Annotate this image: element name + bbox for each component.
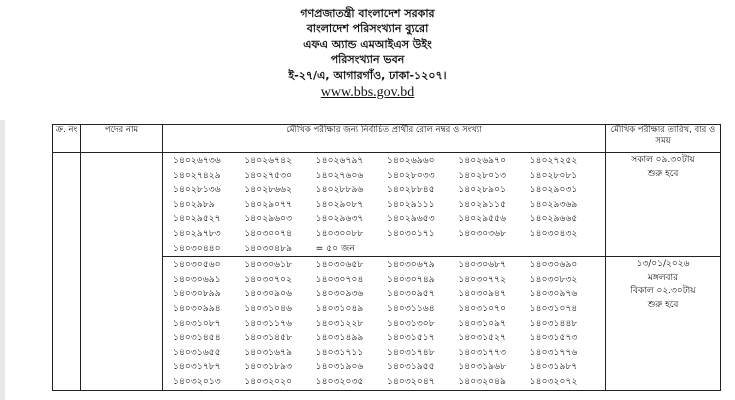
roll-number: ১৪০২৯৬০৩: [244, 213, 293, 225]
schedule-line: সকাল ০৯.৩০টায়: [631, 155, 695, 165]
roll-number: ১৪০৩১৪৫৮: [244, 332, 293, 344]
roll-number: ১৪০৩১০৮৭: [173, 317, 221, 329]
roll-number: ১৪০৩১১৭৬: [244, 317, 293, 329]
roll-number: ১৪০৩০৬১৮: [244, 259, 293, 271]
roll-number: ১৪০৩১৬৭৯: [244, 346, 293, 358]
roll-number: ১৪০২৭২৫২: [529, 155, 578, 166]
roll-number: ১৪০২৯৫২৭: [173, 213, 221, 225]
roll-number: ১৪০৩১৭৮৭: [173, 361, 221, 373]
roll-number: ১৪০৩০৭০২: [244, 273, 293, 285]
roll-number: ১৪০৩০৮৯৯: [173, 288, 221, 300]
roll-number: ১৪০৩০৯৪৭: [458, 288, 507, 300]
roll-number: ১৪০২৯৬৬৫: [529, 213, 578, 225]
roll-number: ১৪০২৭৬০৬: [315, 169, 364, 181]
roll-number: ১৪০২৬৭৯৭: [315, 155, 364, 166]
roll-number: ১৪০৩২০৪৭: [387, 375, 435, 387]
roll-number: ১৪০২৯০৩১: [529, 184, 578, 196]
roll-number: ১৪০৩১৪৯৯: [315, 332, 364, 344]
header-serial-number: ক্র. নং: [53, 125, 81, 153]
roll-number: ১৪০৩০৪৮৯: [244, 242, 293, 254]
roll-number: ১৪০৩১০৭০: [458, 302, 507, 314]
interview-schedule-table: [52, 124, 721, 391]
roll-number: ১৪০৩১৫২৭: [458, 332, 507, 344]
roll-numbers-cell-group-2: [163, 257, 606, 390]
header-wing-line: এফএ অ্যান্ড এমআইএস উইং: [303, 37, 432, 51]
header-government-line: গণপ্রজাতন্ত্রী বাংলাদেশ সরকার: [300, 7, 435, 20]
roll-number: ১৪০২৮০১৩: [458, 169, 507, 181]
schedule-cell-group-1: [606, 153, 721, 257]
roll-number: ১৪০৩০৬৯১: [173, 273, 221, 285]
roll-number: ১৪০৩১৪৪৮: [529, 317, 578, 329]
roll-number: ১৪০৩০৪৩২: [529, 227, 578, 239]
roll-number: ১৪০৩২০২০: [244, 375, 293, 387]
header-post-name: পদের নাম: [81, 125, 163, 153]
roll-number: ১৪০২৬৯৬০: [387, 155, 435, 166]
roll-number: ১৪০৩০০৭৪: [244, 227, 293, 239]
roll-number: ১৪০৩০৬৮৭: [458, 259, 507, 271]
roll-number: ১৪০৩০৯০৬: [244, 288, 293, 300]
roll-number: ১৪০৩০১৭১: [387, 227, 435, 239]
header-interview-schedule: মৌখিক পরীক্ষার তারিখ, বার ও সময়: [606, 125, 721, 153]
roll-number: ১৪০২৭৫৩০: [244, 169, 293, 181]
roll-number: ১৪০৩১০৪৯: [315, 302, 364, 314]
roll-number: ১৪০২৯৭৮৩: [173, 227, 221, 239]
roll-number: ১৪০৩১৫৭৩: [529, 332, 578, 344]
roll-number: ১৪০৩১১৬৪: [387, 302, 435, 314]
roll-number: ১৪০২৮৮৯৬: [315, 184, 364, 196]
roll-number: ১৪০৩০৪৪০: [173, 242, 221, 254]
roll-number: = ৫০ জন: [315, 242, 355, 254]
roll-number: ১৪০২৬৭৩৬: [173, 155, 221, 166]
roll-number: ১৪০৩১০৯৭: [458, 317, 507, 329]
schedule-cell-group-2: [606, 257, 721, 390]
roll-number: ১৪০৩০৮৩২: [529, 273, 578, 285]
roll-number: ১৪০২৬৭৪২: [244, 155, 293, 166]
roll-number: ১৪০২৯১১৫: [458, 198, 507, 210]
roll-number: ১৪০৩০৭৭২: [458, 273, 507, 285]
roll-number: ১৪০৩১৭৭৩: [458, 346, 507, 358]
roll-number: ১৪০২৯৫৫৬: [458, 213, 507, 225]
roll-number: ১৪০৩১৬৫৫: [173, 346, 221, 358]
roll-number: ১৪০৩২০৭২: [529, 375, 578, 387]
roll-number-grid-group-1: [163, 153, 605, 256]
roll-number: ১৪০২৮৮৪৫: [387, 184, 435, 196]
roll-number: ১৪০৩১৯৬৮: [458, 361, 507, 373]
roll-number: ১৪০৩২০১৩: [173, 375, 221, 387]
roll-number: ১৪০৩০৯৯৪: [173, 302, 221, 314]
roll-number: ১৪০২৯১১১: [387, 198, 435, 210]
roll-number: ১৪০২৯০৭৭: [244, 198, 293, 210]
post-name-cell: [81, 153, 163, 391]
roll-number: ১৪০৩১৭১১: [315, 346, 364, 358]
schedule-line: শুরু হবে: [647, 168, 679, 179]
roll-number: ১৪০৩১৭৪৮: [387, 346, 435, 358]
roll-number: ১৪০২৯৬৩৭: [315, 213, 364, 225]
roll-number: ১৪০৩০৭০৪: [315, 273, 364, 285]
roll-number: ১৪০২৯৩৬৯: [529, 198, 578, 210]
roll-number: ১৪০৩১০৭৪: [529, 302, 578, 314]
schedule-line: মঙ্গলবার: [647, 272, 679, 283]
roll-number: ১৪০২৮০৮১: [529, 169, 578, 181]
roll-number: ১৪০৩০৯৭৬: [529, 288, 578, 300]
schedule-line: শুরু হবে: [647, 299, 679, 310]
scan-page-edge: [0, 120, 5, 400]
roll-number: ১৪০২৯৮৯: [173, 198, 215, 210]
roll-number: ১৪০৩১৯৮৭: [529, 361, 578, 373]
roll-number: ১৪০৩১৫১৭: [387, 332, 435, 344]
schedule-line: ১৩/০১/২০২৬: [636, 259, 690, 270]
roll-number: ১৪০৩০৫৬০: [173, 259, 221, 271]
roll-number: ১৪০৩১০৪৬: [244, 302, 293, 314]
table-row-group-1: [53, 153, 721, 257]
roll-number: ১৪০৩০৯৩৬: [315, 288, 364, 300]
roll-number: ১৪০২৭৪২৯: [173, 169, 221, 181]
roll-number: ১৪০৩২০৪৯: [458, 375, 507, 387]
roll-number: ১৪০৩১৪৫৪: [173, 332, 221, 344]
table-header-row: [53, 125, 721, 153]
schedule-line: বিকাল ০২.৩০টায়: [630, 286, 696, 297]
header-address-line: ই-২৭/এ, আগারগাঁও, ঢাকা-১২০৭।: [288, 68, 447, 82]
roll-number: ১৪০৩০৬৭৯: [387, 259, 435, 271]
roll-number: ১৪০২৮০৩৩: [387, 169, 435, 181]
roll-number: ১৪০৩১৯৫৫: [387, 361, 435, 373]
header-bureau-line: বাংলাদেশ পরিসংখ্যান ব্যুরো: [306, 22, 429, 36]
roll-number: ১৪০৩০৬৫৮: [315, 259, 364, 271]
roll-number: ১৪০৩১৩০৮: [387, 317, 435, 329]
roll-number: ১৪০৩১৭৭৬: [529, 346, 578, 358]
header-website-link[interactable]: www.bbs.gov.bd: [320, 85, 415, 101]
roll-number: ১৪০২৮৬৬২: [244, 184, 293, 196]
serial-cell: [53, 153, 81, 391]
header-building-line: পরিসংখ্যান ভবন: [330, 53, 405, 67]
roll-number: ১৪০৩০৯৫৭: [387, 288, 435, 300]
roll-number: ১৪০৩১২২৮: [315, 317, 364, 329]
roll-numbers-cell-group-1: [163, 153, 606, 257]
roll-number: ১৪০৩১৯০৬: [315, 361, 364, 373]
roll-number: ১৪০৩০৭৪৯: [387, 273, 435, 285]
roll-number: ১৪০৩২০৩৫: [315, 375, 364, 387]
schedule-text-group-2: [606, 257, 720, 312]
roll-number: ১৪০২৯৬৫৩: [387, 213, 435, 225]
roll-number: ১৪০২৮৯০১: [458, 184, 507, 196]
document-header: [0, 6, 735, 102]
roll-number-grid-group-2: [163, 257, 605, 389]
schedule-text-group-1: [606, 153, 720, 181]
roll-number: ১৪০৩০৬৯০: [529, 259, 578, 271]
header-roll-numbers: মৌখিক পরীক্ষার জন্য নির্বাচিত প্রার্থীর রোল নম্বর ও সংখ্যা: [163, 125, 606, 153]
roll-number: ১৪০৩০৩৬৮: [458, 227, 507, 239]
roll-number: ১৪০২৬৯৭০: [458, 155, 507, 166]
roll-number: ১৪০৩০০৮৮: [315, 227, 364, 239]
roll-number: ১৪০২৮১৩৬: [173, 184, 221, 196]
roll-number: ১৪০২৯০৮৭: [315, 198, 364, 210]
roll-number: ১৪০৩১৮৯৩: [244, 361, 293, 373]
